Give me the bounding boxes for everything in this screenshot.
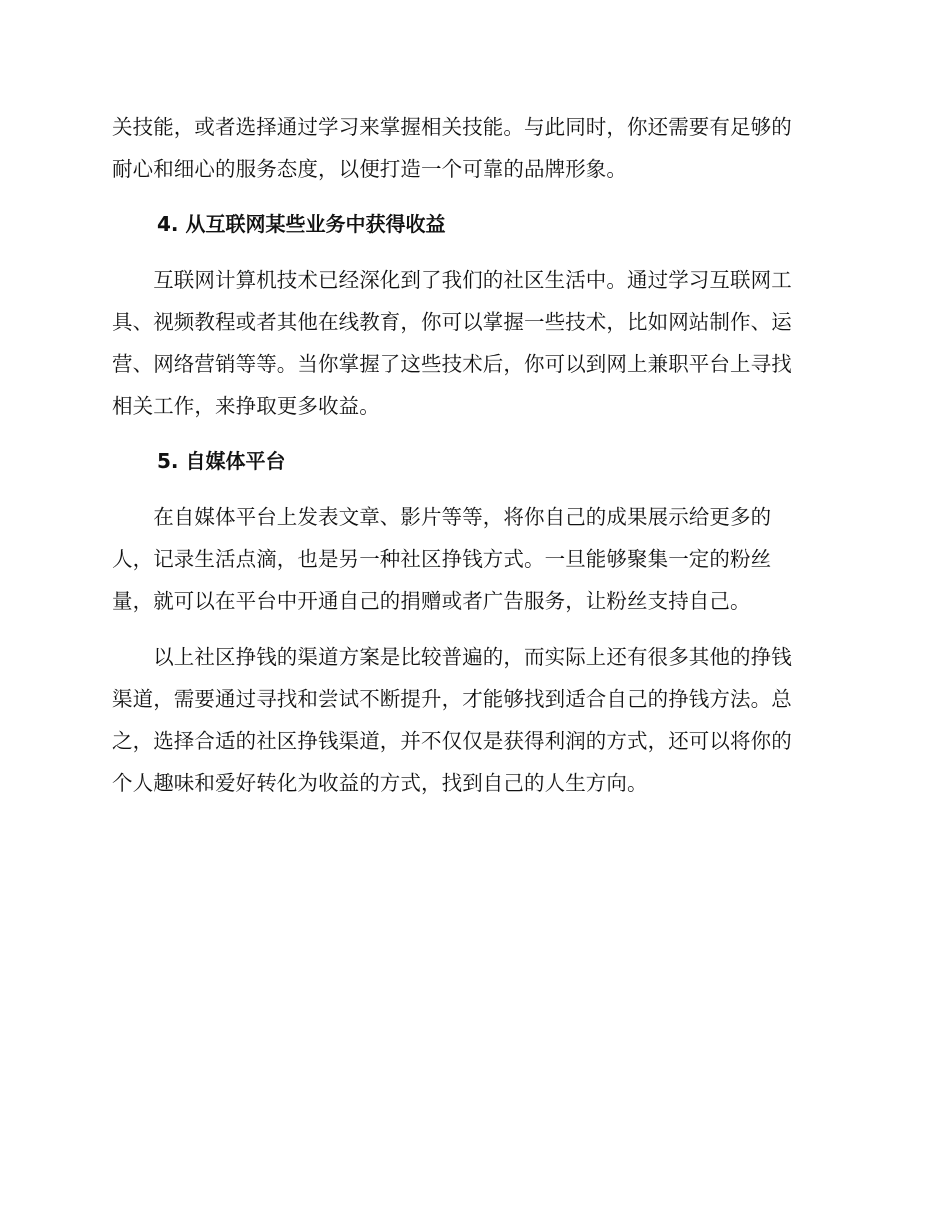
section-4-paragraph-line: 相关工作，来挣取更多收益。 (112, 394, 380, 418)
section-5-heading: 5. 自媒体平台 (157, 449, 286, 473)
section-4-paragraph-line: 具、视频教程或者其他在线教育，你可以掌握一些技术，比如网站制作、运 (112, 310, 792, 334)
conclusion-paragraph-line: 个人趣味和爱好转化为收益的方式，找到自己的人生方向。 (112, 771, 648, 795)
intro-paragraph-line: 耐心和细心的服务态度，以便打造一个可靠的品牌形象。 (112, 157, 627, 181)
section-5-paragraph-line: 量，就可以在平台中开通自己的捐赠或者广告服务，让粉丝支持自己。 (112, 589, 751, 613)
conclusion-paragraph-line: 之，选择合适的社区挣钱渠道，并不仅仅是获得利润的方式，还可以将你的 (112, 729, 792, 753)
section-4-heading: 4. 从互联网某些业务中获得收益 (157, 212, 446, 236)
section-5-paragraph-line: 在自媒体平台上发表文章、影片等等，将你自己的成果展示给更多的 (112, 505, 772, 529)
conclusion-paragraph-line: 以上社区挣钱的渠道方案是比较普遍的，而实际上还有很多其他的挣钱 (112, 645, 792, 669)
conclusion-paragraph-line: 渠道，需要通过寻找和尝试不断提升，才能够找到适合自己的挣钱方法。总 (112, 687, 792, 711)
section-4-paragraph-line: 互联网计算机技术已经深化到了我们的社区生活中。通过学习互联网工 (112, 268, 792, 292)
section-4-paragraph-line: 营、网络营销等等。当你掌握了这些技术后，你可以到网上兼职平台上寻找 (112, 352, 792, 376)
intro-paragraph-line: 关技能，或者选择通过学习来掌握相关技能。与此同时，你还需要有足够的 (112, 115, 792, 139)
section-5-paragraph-line: 人，记录生活点滴，也是另一种社区挣钱方式。一旦能够聚集一定的粉丝 (112, 547, 772, 571)
